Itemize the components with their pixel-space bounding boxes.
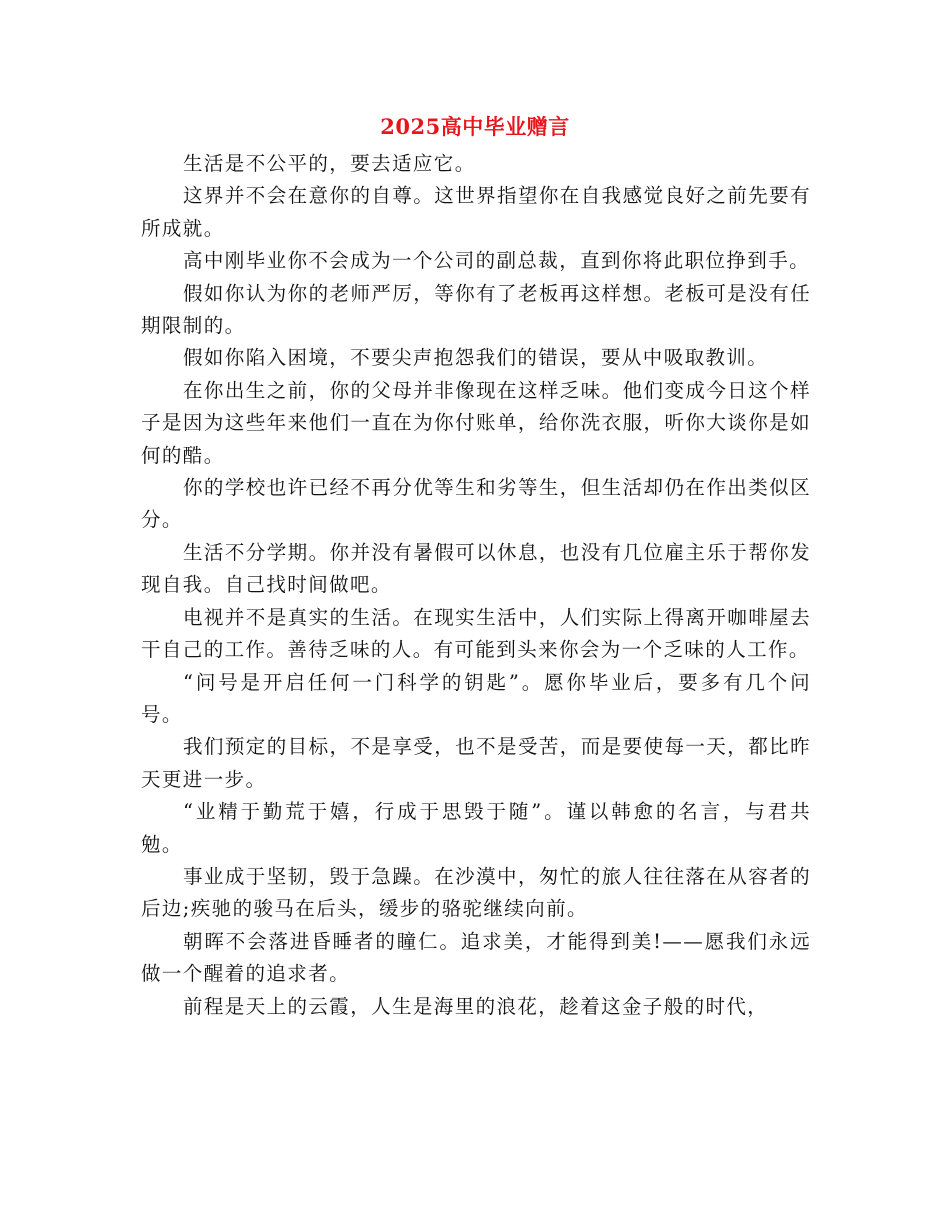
paragraph: 生活是不公平的，要去适应它。	[183, 152, 476, 175]
paragraph: “问号是开启任何一门科学的钥匙”。愿你毕业后，要多有几个问号。	[141, 670, 811, 726]
document-body	[141, 148, 811, 1023]
document-title: 2025高中毕业赠言	[380, 114, 570, 139]
paragraph: 朝晖不会落进昏睡者的瞳仁。追求美，才能得到美!——愿我们永远做一个醒着的追求者。	[141, 929, 811, 986]
paragraph: 我们预定的目标，不是享受，也不是受苦，而是要使每一天，都比昨天更进一步。	[141, 735, 811, 791]
paragraph: 这界并不会在意你的自尊。这世界指望你在自我感觉良好之前先要有所成就。	[141, 184, 811, 240]
paragraph: 高中刚毕业你不会成为一个公司的副总裁，直到你将此职位挣到手。	[183, 249, 811, 273]
paragraph: 假如你陷入困境，不要尖声抱怨我们的错误，要从中吸取教训。	[183, 346, 769, 370]
paragraph: 电视并不是真实的生活。在现实生活中，人们实际上得离开咖啡屋去干自己的工作。善待乏味的人。有可能到头来你会为一个乏味的人工作。	[141, 605, 811, 662]
paragraph: 事业成于坚韧，毁于急躁。在沙漠中，匆忙的旅人往往落在从容者的后边;疾驰的骏马在后头，缓步的骆驼继续向前。	[141, 864, 811, 921]
paragraph: 你的学校也许已经不再分优等生和劣等生，但生活却仍在作出类似区分。	[141, 476, 811, 532]
paragraph: 前程是天上的云霞，人生是海里的浪花，趁着这金子般的时代，	[183, 994, 769, 1018]
paragraph: 生活不分学期。你并没有暑假可以休息，也没有几位雇主乐于帮你发现自我。自己找时间做吧。	[141, 540, 811, 597]
paragraph: “业精于勤荒于嬉，行成于思毁于随”。谨以韩愈的名言，与君共勉。	[141, 800, 811, 856]
paragraph: 假如你认为你的老师严厉，等你有了老板再这样想。老板可是没有任期限制的。	[141, 281, 811, 338]
paragraph: 在你出生之前，你的父母并非像现在这样乏味。他们变成今日这个样子是因为这些年来他们一直在为你付账单，给你洗衣服，听你大谈你是如何的酷。	[141, 378, 811, 467]
